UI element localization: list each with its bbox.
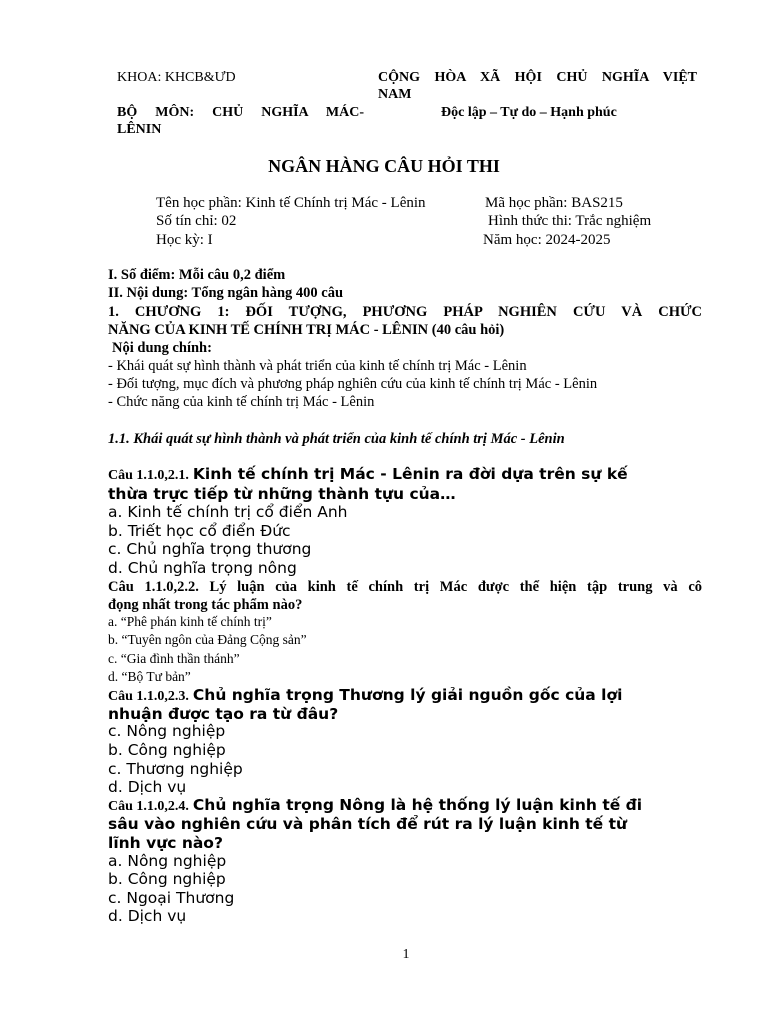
answer-option: a. Kinh tế chính trị cổ điển Anh — [108, 503, 348, 521]
academic-year: Năm học: 2024-2025 — [483, 232, 611, 248]
department-label-line1: BỘ MÔN: CHỦ NGHĨA MÁC- — [117, 105, 364, 120]
exam-type: Hình thức thi: Trắc nghiệm — [488, 213, 652, 229]
question-label: Câu 1.1.0,2.2. — [108, 579, 199, 595]
motto: Độc lập – Tự do – Hạnh phúc — [441, 105, 617, 120]
department-label-line2: LÊNIN — [117, 122, 162, 137]
answer-option: d. Chủ nghĩa trọng nông — [108, 559, 297, 577]
question-2-line1 — [108, 578, 702, 596]
question-4-line1 — [108, 796, 642, 815]
answer-option: b. Công nghiệp — [108, 870, 226, 888]
question-text: Kinh tế chính trị Mác - Lênin ra đời dựa trên sự kế — [192, 465, 628, 483]
chapter-heading-line2: NĂNG CỦA KINH TẾ CHÍNH TRỊ MÁC - LÊNIN (40 câu hỏi) — [108, 322, 505, 338]
bullet-item: - Chức năng của kinh tế chính trị Mác - Lênin — [108, 394, 375, 410]
question-label: Câu 1.1.0,2.1. — [108, 468, 189, 483]
question-text: Chủ nghĩa trọng Thương lý giải nguồn gốc của lợi — [192, 686, 623, 704]
answer-option: a. Nông nghiệp — [108, 852, 227, 870]
score-heading: I. Số điểm: Mỗi câu 0,2 điểm — [108, 267, 286, 283]
question-label: Câu 1.1.0,2.4. — [108, 799, 189, 814]
question-3-line1 — [108, 686, 622, 705]
question-3-line2: nhuận được tạo ra từ đâu? — [108, 705, 339, 723]
answer-option: b. Triết học cổ điển Đức — [108, 522, 291, 540]
semester: Học kỳ: I — [156, 232, 213, 248]
republic-title-line2: NAM — [378, 87, 412, 102]
bullet-item: - Khái quát sự hình thành và phát triển của kinh tế chính trị Mác - Lênin — [108, 358, 527, 374]
question-label: Câu 1.1.0,2.3. — [108, 689, 189, 704]
answer-option: c. “Gia đình thần thánh” — [108, 651, 240, 666]
question-1-line2: thừa trực tiếp từ những thành tựu của… — [108, 485, 456, 503]
question-4-line3: lĩnh vực nào? — [108, 834, 223, 852]
page-title: NGÂN HÀNG CÂU HỎI THI — [268, 156, 500, 176]
question-text: Lý luận của kinh tế chính trị Mác được thể hiện tập trung và cô — [209, 579, 703, 595]
question-4-line2: sâu vào nghiên cứu và phân tích để rút ra lý luận kinh tế từ — [108, 815, 628, 833]
content-heading: II. Nội dung: Tổng ngân hàng 400 câu — [108, 285, 344, 301]
page-number: 1 — [402, 947, 410, 962]
republic-title-line1: CỘNG HÒA XÃ HỘI CHỦ NGHĨA VIỆT — [378, 70, 697, 85]
answer-option: a. “Phê phán kinh tế chính trị” — [108, 614, 272, 629]
answer-option: d. Dịch vụ — [108, 907, 187, 925]
answer-option: c. Nông nghiệp — [108, 722, 226, 740]
question-text: Chủ nghĩa trọng Nông là hệ thống lý luận kinh tế đi — [192, 796, 643, 814]
course-name: Tên học phần: Kinh tế Chính trị Mác - Lênin — [156, 195, 426, 211]
answer-option: c. Thương nghiệp — [108, 760, 243, 778]
chapter-heading-line1: 1. CHƯƠNG 1: ĐỐI TƯỢNG, PHƯƠNG PHÁP NGHIÊN CỨU VÀ CHỨC — [108, 304, 702, 320]
answer-option: c. Chủ nghĩa trọng thương — [108, 540, 312, 558]
answer-option: b. “Tuyên ngôn của Đảng Cộng sản” — [108, 632, 307, 647]
bullet-item: - Đối tượng, mục đích và phương pháp nghiên cứu của kinh tế chính trị Mác - Lênin — [108, 376, 598, 392]
main-content-label: Nội dung chính: — [112, 340, 212, 356]
question-2-line2: đọng nhất trong tác phẩm nào? — [108, 597, 303, 613]
answer-option: c. Ngoại Thương — [108, 889, 235, 907]
subsection-heading: 1.1. Khái quát sự hình thành và phát triển của kinh tế chính trị Mác - Lênin — [108, 431, 565, 447]
question-1-line1 — [108, 465, 628, 484]
credits: Số tín chỉ: 02 — [156, 213, 237, 229]
faculty-label: KHOA: KHCB&ƯD — [117, 70, 236, 85]
answer-option: d. Dịch vụ — [108, 778, 187, 796]
answer-option: d. “Bộ Tư bản” — [108, 669, 191, 684]
course-code: Mã học phần: BAS215 — [485, 195, 623, 211]
answer-option: b. Công nghiệp — [108, 741, 226, 759]
